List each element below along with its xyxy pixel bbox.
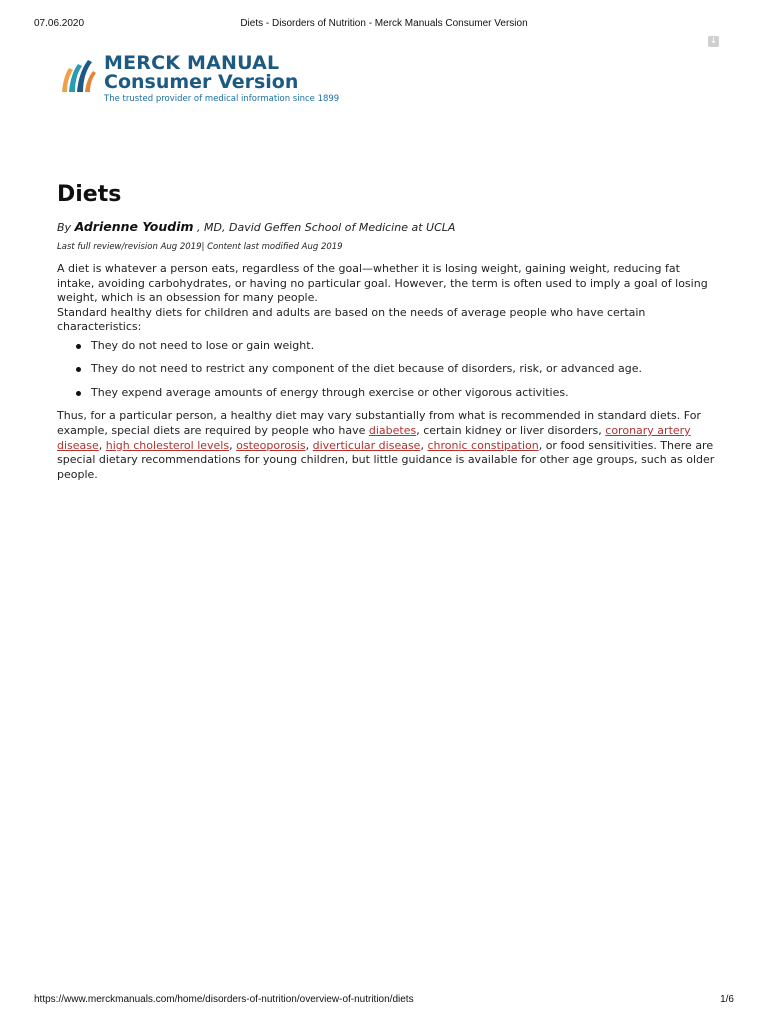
print-header <box>0 18 768 32</box>
print-page-title: Diets - Disorders of Nutrition - Merck Manuals Consumer Version <box>240 18 528 29</box>
brand-edition: Consumer Version <box>104 71 299 93</box>
review-date: Last full review/revision Aug 2019| Content last modified Aug 2019 <box>57 242 343 252</box>
author-name[interactable]: Adrienne Youdim <box>74 219 194 234</box>
link-chronic-constipation[interactable]: chronic constipation <box>427 438 539 452</box>
print-date: 07.06.2020 <box>34 18 85 29</box>
print-page-number: 1/6 <box>720 994 734 1005</box>
article-content <box>57 182 717 482</box>
text-span: , <box>305 438 313 452</box>
article-title: Diets <box>57 182 122 207</box>
link-high-cholesterol[interactable]: high cholesterol levels <box>105 438 230 452</box>
text-span: Thus, for a particular person, a healthy diet may vary substantially from what is recommended in standard diets. For example, special diets are required by people who have <box>57 409 701 438</box>
paragraph-3 <box>57 409 717 482</box>
brand-name: MERCK MANUAL <box>104 52 280 74</box>
brand-tagline: The trusted provider of medical information since 1899 <box>104 94 340 104</box>
list-item: They expend average amounts of energy through exercise or other vigorous activities. <box>91 386 717 400</box>
paragraph-2: Standard healthy diets for children and adults are based on the needs of average people who have certain characteristics: <box>57 305 646 334</box>
print-footer <box>0 994 768 1008</box>
text-span: , <box>229 438 237 452</box>
list-item: They do not need to lose or gain weight. <box>91 339 717 353</box>
link-coronary-artery-disease[interactable]: coronary artery disease <box>57 424 691 452</box>
link-diverticular-disease[interactable]: diverticular disease <box>312 438 421 452</box>
text-span: , certain kidney or liver disorders, <box>416 424 606 438</box>
link-diabetes[interactable]: diabetes <box>368 424 417 438</box>
text-span: , or food sensitivities. There are special dietary recommendations for young children, but little guidance is available for other age groups, such as older people. <box>57 438 715 481</box>
author-affiliation: , MD, David Geffen School of Medicine at UCLA <box>197 221 456 234</box>
logo-mark-icon <box>58 56 98 96</box>
print-url: https://www.merckmanuals.com/home/disorders-of-nutrition/overview-of-nutrition/diets <box>34 994 414 1005</box>
download-icon[interactable]: ↓ <box>709 36 718 46</box>
list-item: They do not need to restrict any component of the diet because of disorders, risk, or advanced age. <box>91 362 717 376</box>
byline-prefix: By <box>57 221 72 234</box>
text-span: , <box>420 438 428 452</box>
merck-logo[interactable] <box>58 52 378 112</box>
byline <box>57 219 717 234</box>
characteristics-list <box>57 339 717 400</box>
link-osteoporosis[interactable]: osteoporosis <box>236 438 306 452</box>
paragraph-1: A diet is whatever a person eats, regardless of the goal—whether it is losing weight, gaining weight, reducing fat intake, avoiding carbohydrates, or having no particular goal. However, the term is often used to imply a goal of losing weight, which is an obsession for many people. <box>57 262 708 305</box>
text-span: , <box>98 438 106 452</box>
